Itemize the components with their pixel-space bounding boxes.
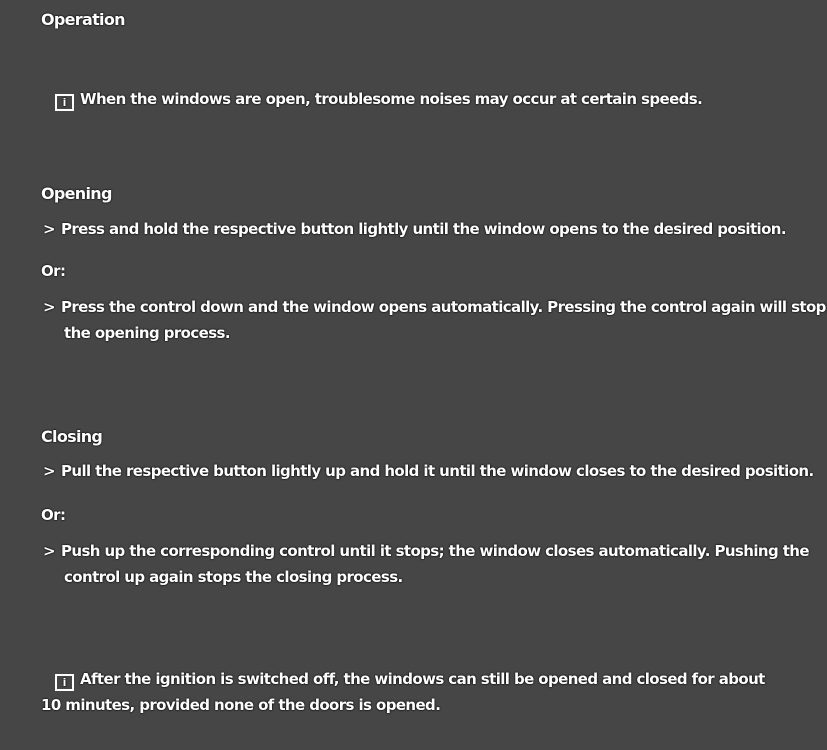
opening-or-label: Or: [41,262,66,280]
closing-step-2-line-2: control up again stops the closing process. [64,568,403,586]
closing-step-1-text: Pull the respective button lightly up and hold it until the window closes to the desired position. [60,462,814,480]
closing-step-2 [43,542,809,560]
opening-step-2-line-2: the opening process. [64,324,230,342]
opening-step-1-text: Press and hold the respective button lightly until the window opens to the desired position. [60,220,786,238]
bullet-arrow-icon: > [43,298,55,316]
operation-heading: Operation [41,10,125,29]
opening-step-1 [43,220,786,238]
info-icon: i [55,674,74,691]
after-note-line-2: 10 minutes, provided none of the doors is opened. [41,696,441,714]
after-note-line-1 [55,670,765,691]
opening-step-2-line-1: Press the control down and the window opens automatically. Pressing the control again will stop [60,298,826,316]
info-icon: i [55,94,74,111]
closing-heading: Closing [41,427,103,446]
bullet-arrow-icon: > [43,462,55,480]
opening-step-2 [43,298,826,316]
bullet-arrow-icon: > [43,220,55,238]
bullet-arrow-icon: > [43,542,55,560]
closing-step-2-line-1: Push up the corresponding control until it stops; the window closes automatically. Pushing the [60,542,809,560]
closing-or-label: Or: [41,506,66,524]
closing-step-1 [43,462,814,480]
operation-note [55,90,702,111]
after-note-text-1: After the ignition is switched off, the windows can still be opened and closed for about [80,670,765,688]
opening-heading: Opening [41,184,112,203]
operation-note-text: When the windows are open, troublesome noises may occur at certain speeds. [80,90,703,108]
